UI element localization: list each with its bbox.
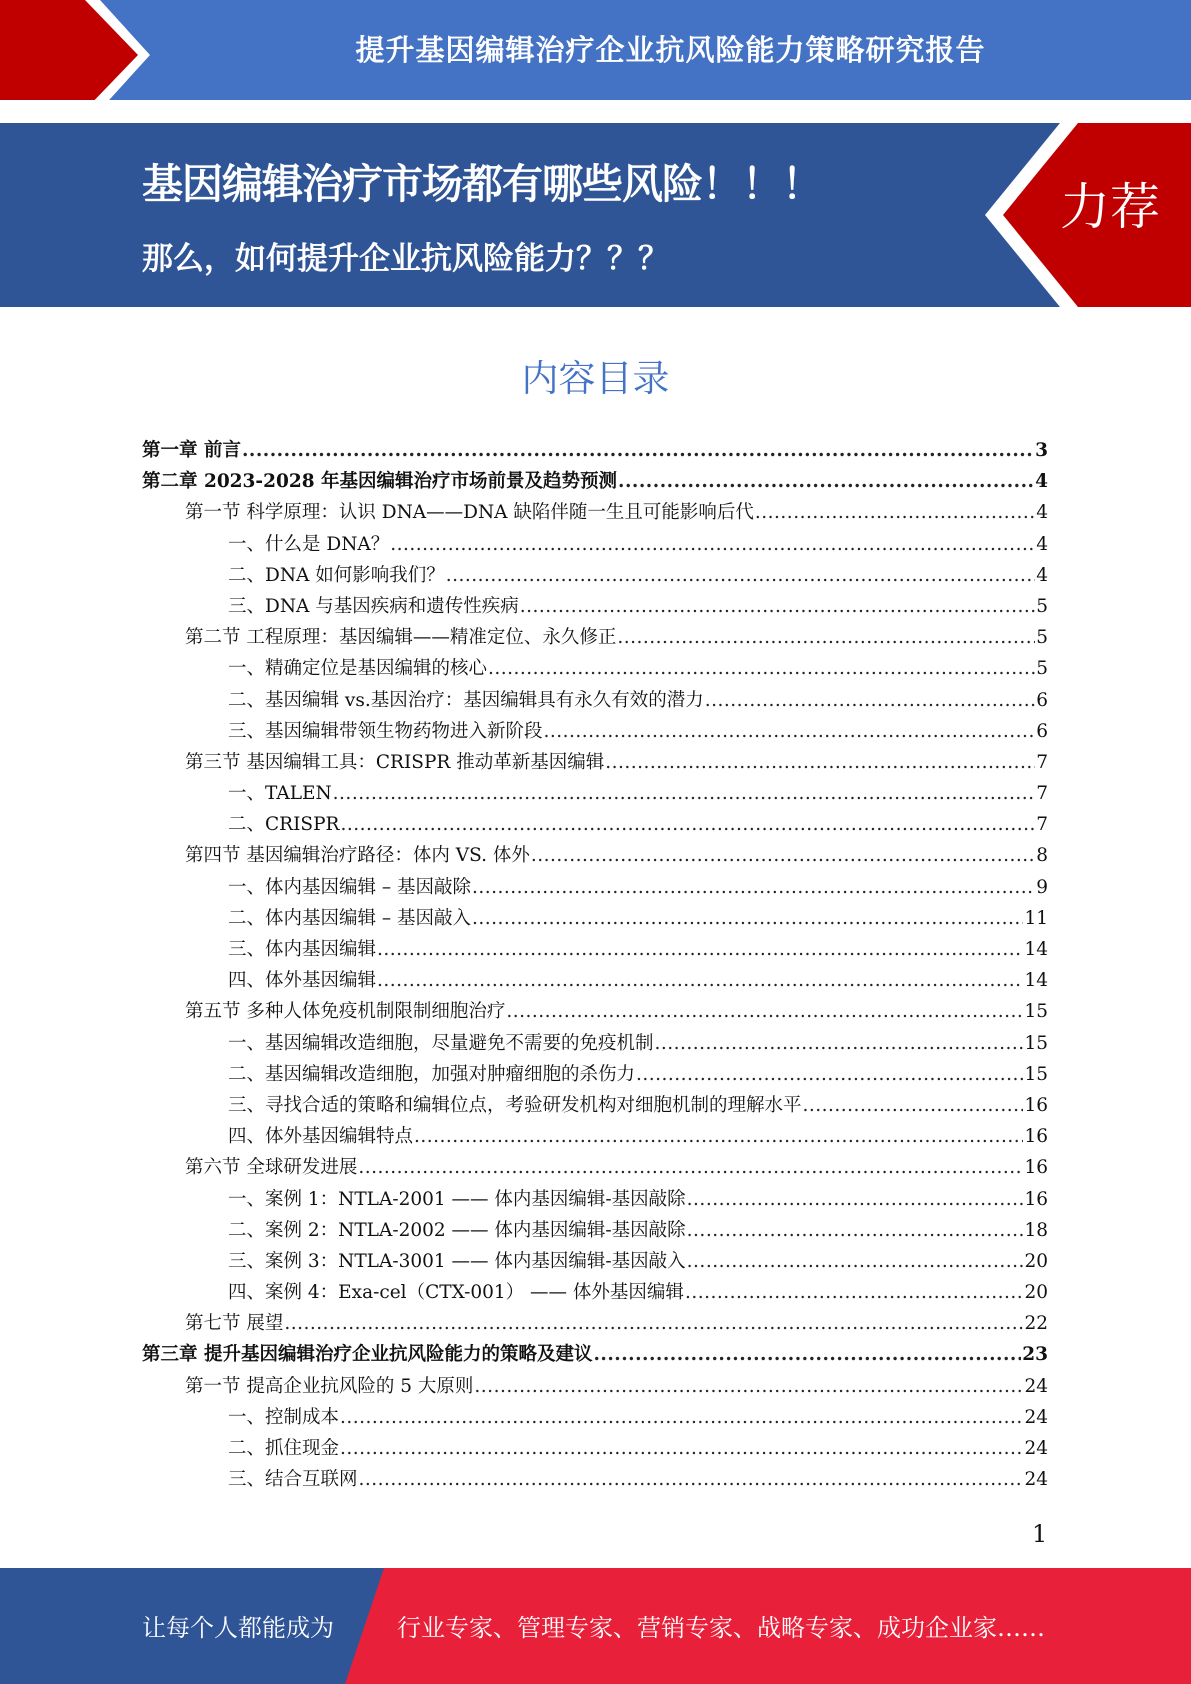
toc-entry-page: 24 (1024, 1438, 1048, 1459)
toc-dot-leader (593, 1344, 1021, 1365)
toc-entry-text: 一、TALEN (228, 783, 332, 805)
toc-dot-leader (284, 1313, 1023, 1334)
banner-subheadline: 那么，如何提升企业抗风险能力？？？ (142, 241, 669, 277)
toc-entry[interactable] (142, 1185, 1048, 1216)
toc-entry-text: 一、精确定位是基因编辑的核心 (228, 658, 488, 680)
toc-dot-leader (687, 1189, 1024, 1210)
toc-entry-page: 22 (1024, 1313, 1048, 1335)
toc-entry-page: 7 (1036, 814, 1048, 836)
hero-banner (0, 123, 1191, 307)
toc-entry-page: 3 (1035, 440, 1048, 461)
toc-entry[interactable] (142, 1278, 1048, 1309)
toc-entry[interactable] (142, 592, 1048, 623)
toc-dot-leader (446, 565, 1035, 586)
toc-entry-page: 20 (1024, 1282, 1048, 1304)
toc-entry-page: 16 (1024, 1188, 1048, 1210)
toc-dot-leader (685, 1282, 1024, 1303)
toc-entry-page: 4 (1035, 471, 1048, 493)
toc-dot-leader (617, 627, 1035, 648)
toc-entry-text: 一、案例 1：NTLA-2001 —— 体内基因编辑-基因敲除 (228, 1188, 686, 1210)
toc-dot-leader (472, 908, 1023, 929)
toc-entry-text: 第二节 工程原理：基因编辑——精准定位、永久修正 (185, 627, 617, 649)
toc-entry-text: 第三章 提升基因编辑治疗企业抗风险能力的策略及建议 (142, 1344, 593, 1366)
toc-entry[interactable] (142, 966, 1048, 997)
toc-entry[interactable] (142, 717, 1048, 748)
toc-entry[interactable] (142, 1465, 1048, 1496)
toc-entry-text: 第一节 提高企业抗风险的 5 大原则 (185, 1375, 474, 1397)
toc-entry[interactable] (142, 779, 1048, 810)
toc-entry-text: 三、体内基因编辑 (228, 939, 377, 960)
toc-entry-text: 第五节 多种人体免疫机制限制细胞治疗 (185, 1001, 506, 1023)
toc-entry[interactable] (142, 530, 1048, 561)
toc-entry-page: 16 (1024, 1094, 1048, 1116)
toc-dot-leader (359, 1469, 1024, 1490)
toc-dot-leader (340, 814, 1035, 835)
toc-dot-leader (242, 440, 1034, 461)
toc-entry-text: 三、结合互联网 (228, 1469, 358, 1491)
toc-entry-text: 第一章 前言 (142, 440, 241, 461)
toc-entry[interactable] (142, 467, 1048, 498)
toc-entry-text: 二、DNA 如何影响我们？ (228, 564, 445, 586)
toc-entry-page: 15 (1024, 1032, 1048, 1054)
banner-headline: 基因编辑治疗市场都有哪些风险！！！ (142, 160, 822, 208)
toc-entry-text: 一、什么是 DNA？ (228, 533, 390, 555)
toc-entry[interactable] (142, 810, 1048, 841)
toc-title: 内容目录 (521, 357, 670, 400)
toc-dot-leader (636, 1064, 1023, 1085)
toc-dot-leader (377, 970, 1023, 991)
toc-entry-text: 第二章 2023-2028 年基因编辑治疗市场前景及趋势预测 (142, 471, 618, 493)
toc-entry[interactable] (142, 1153, 1048, 1184)
toc-entry[interactable] (142, 1029, 1048, 1060)
toc-entry[interactable] (142, 623, 1048, 654)
toc-dot-leader (687, 1220, 1024, 1241)
toc-entry-page: 7 (1036, 783, 1048, 805)
toc-dot-leader (544, 721, 1036, 742)
toc-entry[interactable] (142, 1403, 1048, 1434)
toc-entry-page: 18 (1024, 1219, 1048, 1241)
toc-entry-text: 第四节 基因编辑治疗路径：体内 VS. 体外 (185, 845, 530, 867)
toc-entry-text: 二、体内基因编辑 – 基因敲入 (228, 907, 472, 929)
toc-entry-page: 4 (1036, 502, 1048, 524)
toc-entry-page: 5 (1036, 627, 1048, 649)
toc-entry-page: 16 (1024, 1126, 1048, 1148)
toc-dot-leader (472, 877, 1035, 898)
toc-dot-leader (687, 1251, 1024, 1272)
toc-entry[interactable] (142, 436, 1048, 467)
toc-dot-leader (340, 1407, 1023, 1428)
toc-dot-leader (655, 1033, 1024, 1054)
footer-bar (0, 1568, 1191, 1684)
toc-entry-page: 15 (1024, 1001, 1048, 1023)
toc-entry-page: 9 (1036, 876, 1048, 898)
toc-dot-leader (377, 939, 1023, 960)
toc-entry-page: 5 (1036, 658, 1048, 680)
toc-entry-page: 23 (1022, 1344, 1048, 1366)
toc-dot-leader (531, 845, 1035, 866)
toc-dot-leader (333, 783, 1036, 804)
toc-entry[interactable] (142, 1216, 1048, 1247)
report-title: 提升基因编辑治疗企业抗风险能力策略研究报告 (355, 33, 986, 67)
toc-entry[interactable] (142, 1372, 1048, 1403)
table-of-contents (142, 436, 1048, 1496)
toc-entry[interactable] (142, 1309, 1048, 1340)
toc-entry-text: 第三节 基因编辑工具：CRISPR 推动革新基因编辑 (185, 751, 605, 773)
toc-entry[interactable] (142, 1091, 1048, 1122)
toc-entry-page: 14 (1024, 970, 1048, 992)
recommend-badge: 力荐 (1060, 178, 1160, 236)
toc-entry[interactable] (142, 748, 1048, 779)
toc-dot-leader (358, 1157, 1023, 1178)
toc-entry-text: 一、基因编辑改造细胞，尽量避免不需要的免疫机制 (228, 1032, 654, 1054)
toc-dot-leader (803, 1095, 1024, 1116)
toc-entry[interactable] (142, 904, 1048, 935)
toc-dot-leader (390, 534, 1035, 555)
toc-entry-page: 6 (1036, 689, 1048, 711)
toc-entry-text: 第六节 全球研发进展 (185, 1157, 358, 1179)
toc-entry-page: 6 (1036, 720, 1048, 742)
toc-dot-leader (474, 1376, 1023, 1397)
toc-entry[interactable] (142, 1340, 1048, 1371)
toc-dot-leader (340, 1438, 1023, 1459)
toc-entry-text: 四、体外基因编辑 (228, 970, 377, 992)
toc-entry-text: 一、控制成本 (228, 1406, 340, 1428)
toc-entry-text: 三、寻找合适的策略和编辑位点，考验研发机构对细胞机制的理解水平 (228, 1094, 802, 1116)
toc-entry-text: 一、体内基因编辑 – 基因敲除 (228, 876, 472, 898)
toc-dot-leader (705, 690, 1036, 711)
toc-entry-text: 第一节 科学原理：认识 DNA——DNA 缺陷伴随一生且可能影响后代 (185, 502, 754, 524)
toc-entry-page: 7 (1036, 751, 1048, 773)
toc-entry-page: 15 (1024, 1063, 1048, 1085)
toc-entry-text: 二、案例 2：NTLA-2002 —— 体内基因编辑-基因敲除 (228, 1219, 686, 1241)
toc-entry[interactable] (142, 997, 1048, 1028)
toc-entry-text: 三、基因编辑带领生物药物进入新阶段 (228, 720, 543, 742)
toc-entry-text: 三、案例 3：NTLA-3001 —— 体内基因编辑-基因敲入 (228, 1250, 686, 1272)
toc-entry-text: 四、案例 4：Exa-cel（CTX-001） —— 体外基因编辑 (228, 1282, 684, 1304)
toc-entry-page: 5 (1036, 595, 1048, 617)
toc-entry-text: 四、体外基因编辑特点 (228, 1126, 414, 1148)
toc-entry-page: 24 (1024, 1375, 1048, 1397)
toc-entry-page: 24 (1024, 1406, 1048, 1428)
toc-entry-text: 二、基因编辑改造细胞，加强对肿瘤细胞的杀伤力 (228, 1063, 636, 1085)
toc-dot-leader (755, 502, 1035, 523)
toc-entry-page: 8 (1036, 845, 1048, 867)
toc-entry[interactable] (142, 654, 1048, 685)
toc-entry-page: 4 (1036, 533, 1048, 555)
toc-entry-text: 二、基因编辑 vs.基因治疗：基因编辑具有永久有效的潜力 (228, 689, 704, 711)
footer-slogan-right: 行业专家、管理专家、营销专家、战略专家、成功企业家…… (397, 1614, 1045, 1642)
toc-dot-leader (414, 1126, 1023, 1147)
toc-entry[interactable] (142, 841, 1048, 872)
toc-entry[interactable] (142, 935, 1048, 966)
toc-entry-page: 11 (1024, 907, 1048, 929)
toc-entry-page: 20 (1024, 1250, 1048, 1272)
toc-entry-text: 二、CRISPR (228, 814, 340, 836)
footer-slogan-left: 让每个人都能成为 (142, 1614, 334, 1642)
toc-entry[interactable] (142, 1247, 1048, 1278)
toc-entry-page: 24 (1024, 1469, 1048, 1491)
toc-entry-text: 第七节 展望 (185, 1313, 284, 1335)
toc-dot-leader (605, 752, 1035, 773)
toc-entry-text: 三、DNA 与基因疾病和遗传性疾病 (228, 595, 519, 617)
toc-dot-leader (488, 658, 1035, 679)
toc-entry[interactable] (142, 873, 1048, 904)
toc-entry[interactable] (142, 498, 1048, 529)
page-number: 1 (1032, 1520, 1048, 1548)
toc-dot-leader (618, 471, 1034, 492)
toc-entry-page: 4 (1036, 564, 1048, 586)
toc-entry-page: 14 (1024, 939, 1048, 960)
toc-entry[interactable] (142, 561, 1048, 592)
toc-dot-leader (506, 1001, 1023, 1022)
top-header-bar (0, 0, 1191, 110)
toc-dot-leader (520, 596, 1035, 617)
toc-entry[interactable] (142, 686, 1048, 717)
toc-entry-page: 16 (1024, 1157, 1048, 1179)
toc-entry[interactable] (142, 1434, 1048, 1465)
toc-entry-text: 二、抓住现金 (228, 1438, 340, 1459)
toc-entry[interactable] (142, 1122, 1048, 1153)
toc-entry[interactable] (142, 1060, 1048, 1091)
